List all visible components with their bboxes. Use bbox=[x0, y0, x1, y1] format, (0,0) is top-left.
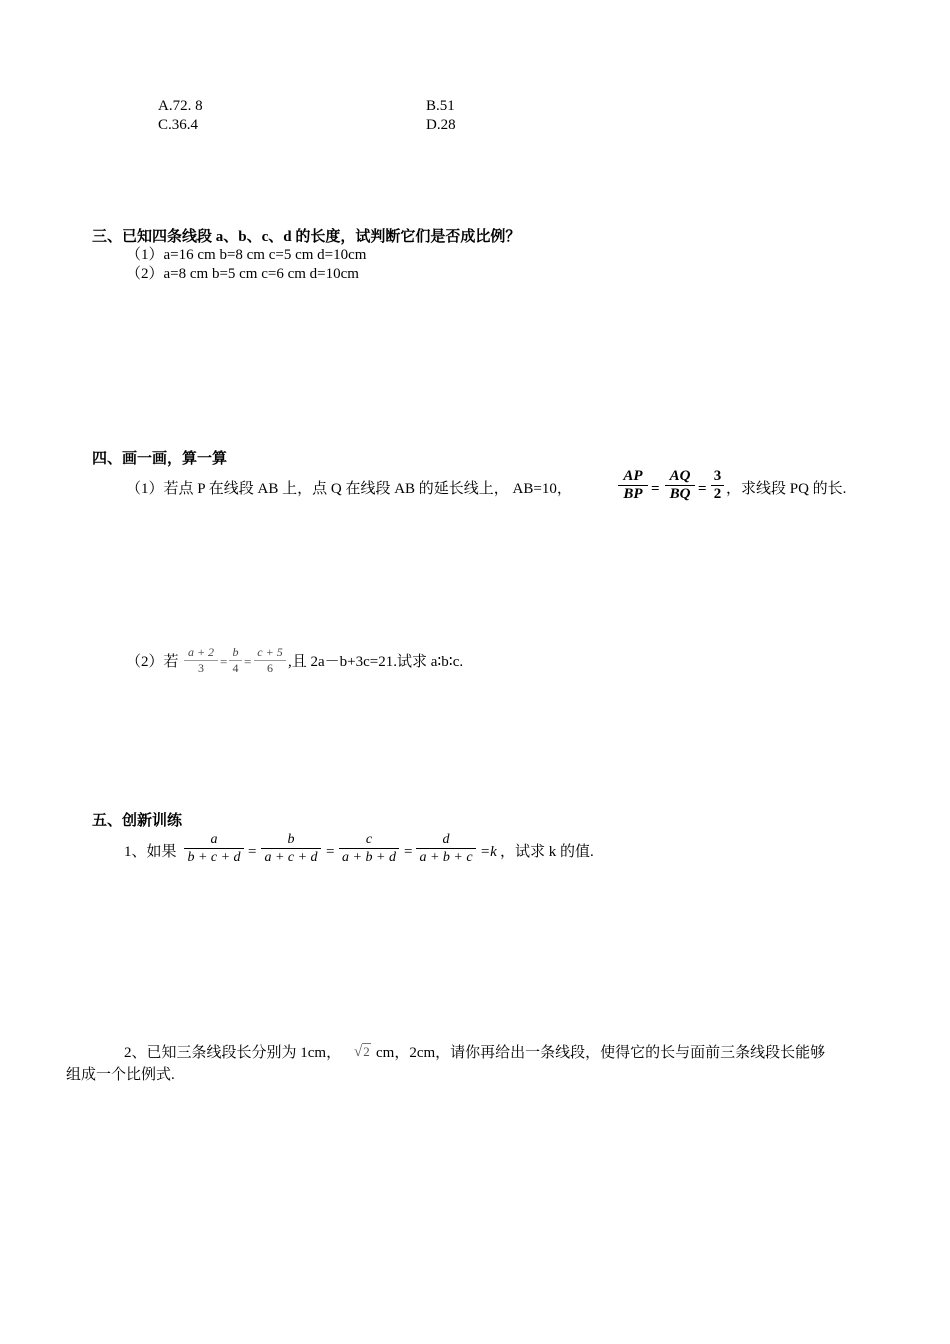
section3-title: 三、已知四条线段 a、b、c、d 的长度，试判断它们是否成比例？ bbox=[92, 229, 521, 245]
fraction-ap-bp bbox=[618, 468, 648, 503]
sqrt-2 bbox=[354, 1043, 371, 1061]
fraction-numerator: 3 bbox=[713, 468, 722, 484]
equals-sign: = bbox=[698, 481, 707, 497]
equals-sign: = bbox=[404, 844, 413, 860]
choice-c: C.36.4 bbox=[158, 117, 199, 133]
fraction-numerator: c + 5 bbox=[257, 645, 283, 659]
fraction-numerator: a + 2 bbox=[187, 645, 215, 659]
fraction-denominator: a + b + c bbox=[419, 850, 473, 865]
fraction-denominator: a + b + d bbox=[342, 850, 396, 865]
fraction-c-over-abd bbox=[339, 831, 399, 866]
equals-sign: = bbox=[326, 844, 335, 860]
section5-title: 五、创新训练 bbox=[92, 813, 183, 829]
fraction-b-over-4 bbox=[229, 645, 242, 676]
fraction-denominator: BP bbox=[623, 486, 643, 502]
choice-a: A.72. 8 bbox=[158, 98, 203, 114]
fraction-denominator: 2 bbox=[713, 486, 722, 502]
fraction-numerator: a bbox=[210, 832, 218, 847]
fraction-c-plus-5-over-6 bbox=[254, 645, 286, 676]
fraction-denominator: 6 bbox=[267, 661, 273, 675]
section5-q1-prefix: 1、如果 bbox=[124, 844, 177, 860]
fraction-d-over-abc bbox=[416, 831, 476, 866]
fraction-denominator: 3 bbox=[198, 661, 204, 675]
section4-q2-tail: ,且 2a－b+3c=21.试求 a∶b∶c. bbox=[288, 654, 464, 670]
fraction-denominator: a + c + d bbox=[264, 850, 318, 865]
section3-q1: （1）a=16 cm b=8 cm c=5 cm d=10cm bbox=[126, 247, 367, 263]
fraction-a-over-bcd bbox=[184, 831, 244, 866]
fraction-3-2 bbox=[711, 468, 724, 503]
fraction-numerator: d bbox=[442, 832, 450, 847]
choice-d: D.28 bbox=[426, 117, 456, 133]
section3-q2: （2）a=8 cm b=5 cm c=6 cm d=10cm bbox=[126, 266, 359, 282]
fraction-denominator: b + c + d bbox=[187, 850, 241, 865]
fraction-numerator: AP bbox=[623, 468, 643, 484]
radicand: 2 bbox=[363, 1044, 370, 1059]
section4-q2-prefix: （2）若 bbox=[126, 654, 179, 670]
equals-sign: = bbox=[651, 481, 660, 497]
fraction-numerator: b bbox=[287, 832, 295, 847]
fraction-denominator: 4 bbox=[232, 661, 239, 675]
fraction-numerator: b bbox=[232, 645, 239, 659]
equals-sign: = bbox=[244, 654, 252, 669]
fraction-numerator: AQ bbox=[669, 468, 691, 484]
equals-sign: = bbox=[248, 844, 257, 860]
section4-q1-tail: ，求线段 PQ 的长. bbox=[726, 481, 847, 497]
section5-q2-line1-b: cm，2cm，请你再给出一条线段，使得它的长与面前三条线段长能够 bbox=[376, 1045, 826, 1061]
section4-q1-text: （1）若点 P 在线段 AB 上，点 Q 在线段 AB 的延长线上， AB=10， bbox=[126, 481, 572, 497]
equals-sign: = bbox=[220, 654, 228, 669]
section5-q2-line1-a: 2、已知三条线段长分别为 1cm， bbox=[124, 1045, 342, 1061]
section5-q2-line2: 组成一个比例式. bbox=[66, 1067, 175, 1083]
section4-title: 四、画一画，算一算 bbox=[92, 451, 228, 467]
equals-k: =k bbox=[480, 844, 497, 860]
section5-q1-tail: ，试求 k 的值. bbox=[500, 844, 594, 860]
fraction-numerator: c bbox=[365, 832, 373, 847]
radical-sign-icon: √ bbox=[354, 1044, 363, 1060]
fraction-a-plus-2-over-3 bbox=[184, 645, 218, 676]
fraction-aq-bq bbox=[665, 468, 695, 503]
fraction-denominator: BQ bbox=[669, 486, 691, 502]
fraction-b-over-acd bbox=[261, 831, 321, 866]
choice-b: B.51 bbox=[426, 98, 455, 114]
